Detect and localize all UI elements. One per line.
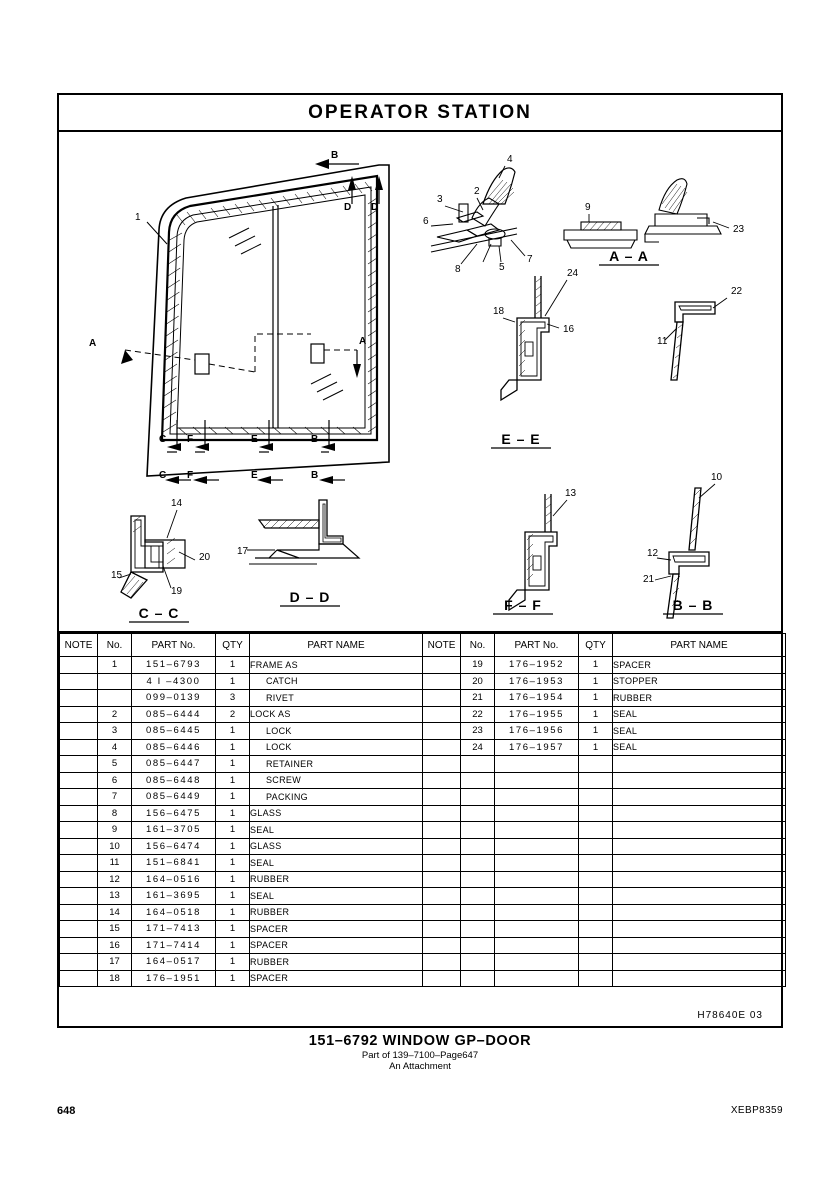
- sheet-title: OPERATOR STATION: [308, 101, 532, 123]
- cell-qty: [579, 772, 613, 789]
- cell-qty: 1: [216, 756, 250, 773]
- callout-2: 2: [474, 186, 480, 197]
- cell-note: [60, 706, 98, 723]
- cell-part-number[interactable]: [495, 921, 579, 938]
- cut-marker-c-bottom: C: [159, 470, 167, 481]
- callout-8: 8: [455, 264, 461, 275]
- cell-part-number[interactable]: [495, 970, 579, 987]
- cell-no: 15: [98, 921, 132, 938]
- cell-part-number[interactable]: 171–7414: [132, 937, 216, 954]
- cell-part-number[interactable]: 176–1951: [132, 970, 216, 987]
- cell-qty: 1: [216, 805, 250, 822]
- table-header-row: [60, 634, 786, 657]
- cell-note: [423, 855, 461, 872]
- cell-note: [423, 937, 461, 954]
- cell-part-name: [613, 772, 786, 789]
- cell-note: [60, 904, 98, 921]
- cut-marker-c-top: C: [159, 434, 167, 445]
- cell-part-number[interactable]: [495, 822, 579, 839]
- cell-no: 2: [98, 706, 132, 723]
- table-row: [60, 756, 786, 773]
- cell-qty: [579, 921, 613, 938]
- cell-part-number[interactable]: 151–6841: [132, 855, 216, 872]
- callout-18: 18: [493, 306, 505, 317]
- cell-no: 18: [98, 970, 132, 987]
- cell-part-number[interactable]: 176–1957: [495, 739, 579, 756]
- cell-note: [60, 756, 98, 773]
- drawing-frame: [57, 93, 783, 1028]
- cell-part-name: RUBBER: [613, 690, 786, 707]
- cut-marker-a-left: A: [89, 338, 97, 349]
- cell-part-number[interactable]: 176–1952: [495, 657, 579, 674]
- cell-part-name: SCREW: [250, 772, 423, 789]
- callout-22: 22: [731, 286, 743, 297]
- table-row: [60, 970, 786, 987]
- cell-note: [423, 706, 461, 723]
- cell-note: [60, 723, 98, 740]
- cut-marker-d-top1: D: [344, 202, 352, 213]
- cell-note: [60, 822, 98, 839]
- callout-7: 7: [527, 254, 533, 265]
- cell-no: 11: [98, 855, 132, 872]
- cell-part-number[interactable]: 156–6475: [132, 805, 216, 822]
- cell-no: [461, 822, 495, 839]
- cell-qty: 1: [216, 937, 250, 954]
- cell-qty: [579, 822, 613, 839]
- cell-part-name: STOPPER: [613, 673, 786, 690]
- cut-marker-f-top: F: [187, 434, 194, 445]
- cell-qty: 1: [216, 888, 250, 905]
- th-note-right: NOTE: [423, 634, 461, 657]
- table-row: [60, 772, 786, 789]
- cell-part-name: [613, 756, 786, 773]
- cell-part-name: [613, 805, 786, 822]
- cell-part-name: RIVET: [250, 690, 423, 707]
- table-row: [60, 805, 786, 822]
- cell-no: 8: [98, 805, 132, 822]
- cell-part-number[interactable]: [495, 805, 579, 822]
- table-row: [60, 690, 786, 707]
- table-row: [60, 706, 786, 723]
- cell-part-name: SPACER: [613, 657, 786, 674]
- cell-note: [423, 921, 461, 938]
- cell-note: [423, 739, 461, 756]
- cell-qty: 1: [216, 789, 250, 806]
- cut-marker-a-right: A: [359, 336, 367, 347]
- callout-10: 10: [711, 472, 723, 483]
- section-label-bb: B – B: [672, 597, 714, 613]
- cell-part-number[interactable]: 151–6793: [132, 657, 216, 674]
- cell-no: 6: [98, 772, 132, 789]
- cell-part-name: [613, 904, 786, 921]
- parts-table: [59, 633, 786, 987]
- callout-24: 24: [567, 268, 579, 279]
- callout-14: 14: [171, 498, 183, 509]
- cell-no: 14: [98, 904, 132, 921]
- cell-note: [423, 838, 461, 855]
- cell-part-number[interactable]: 176–1953: [495, 673, 579, 690]
- callout-3: 3: [437, 194, 443, 205]
- cut-marker-d-top2: D: [371, 202, 379, 213]
- th-no-left: No.: [98, 634, 132, 657]
- section-label-cc: C – C: [138, 605, 180, 621]
- callout-16: 16: [563, 324, 575, 335]
- cell-no: [461, 904, 495, 921]
- th-no-right: No.: [461, 634, 495, 657]
- table-row: [60, 855, 786, 872]
- cell-note: [60, 921, 98, 938]
- cell-part-name: PACKING: [250, 789, 423, 806]
- table-row: [60, 822, 786, 839]
- cell-no: [461, 805, 495, 822]
- cell-part-name: [613, 921, 786, 938]
- cell-part-name: [613, 970, 786, 987]
- cell-note: [60, 855, 98, 872]
- cell-no: 20: [461, 673, 495, 690]
- table-row: [60, 904, 786, 921]
- cut-marker-f-bottom: F: [187, 470, 194, 481]
- table-row: [60, 673, 786, 690]
- cell-no: [461, 970, 495, 987]
- cell-part-number[interactable]: [495, 904, 579, 921]
- table-row: [60, 888, 786, 905]
- cell-part-name: GLASS: [250, 805, 423, 822]
- cell-qty: [579, 756, 613, 773]
- callout-19: 19: [171, 586, 183, 597]
- cell-part-number[interactable]: 164–0516: [132, 871, 216, 888]
- cell-no: [461, 789, 495, 806]
- cell-part-number[interactable]: 176–1954: [495, 690, 579, 707]
- document-id: XEBP8359: [730, 1105, 783, 1116]
- cell-part-name: RUBBER: [250, 954, 423, 971]
- cell-qty: [579, 970, 613, 987]
- callout-4: 4: [507, 154, 513, 165]
- cell-part-name: SEAL: [613, 723, 786, 740]
- cell-note: [423, 673, 461, 690]
- cell-no: 24: [461, 739, 495, 756]
- cell-note: [60, 871, 98, 888]
- th-qty-left: QTY: [216, 634, 250, 657]
- cut-marker-e-top: E: [251, 434, 258, 445]
- table-row: [60, 838, 786, 855]
- th-partno-left: PART No.: [132, 634, 216, 657]
- cell-part-number[interactable]: 085–6446: [132, 739, 216, 756]
- table-row: [60, 657, 786, 674]
- section-label-ff: F – F: [504, 597, 542, 613]
- callout-6: 6: [423, 216, 429, 227]
- cell-no: [98, 690, 132, 707]
- table-row: [60, 871, 786, 888]
- cell-no: [461, 937, 495, 954]
- cell-qty: [579, 937, 613, 954]
- cell-no: 23: [461, 723, 495, 740]
- cell-part-name: SPACER: [250, 937, 423, 954]
- cell-no: 21: [461, 690, 495, 707]
- cell-no: 1: [98, 657, 132, 674]
- caption-subtitle: Part of 139–7100–Page647: [361, 1050, 479, 1061]
- exploded-view-drawing: [59, 132, 781, 631]
- cell-qty: 1: [579, 739, 613, 756]
- cell-part-number[interactable]: 099–0139: [132, 690, 216, 707]
- cell-qty: 1: [216, 657, 250, 674]
- cell-qty: [579, 805, 613, 822]
- cut-marker-b-top: B: [331, 150, 339, 161]
- callout-11: 11: [657, 336, 668, 347]
- callout-1: 1: [135, 212, 141, 223]
- cell-note: [423, 657, 461, 674]
- table-row: [60, 739, 786, 756]
- section-label-ee: E – E: [501, 431, 541, 447]
- cell-part-number[interactable]: 085–6444: [132, 706, 216, 723]
- cell-no: 3: [98, 723, 132, 740]
- cell-qty: 1: [216, 822, 250, 839]
- cell-note: [423, 723, 461, 740]
- cell-qty: 1: [216, 723, 250, 740]
- th-note-left: NOTE: [60, 634, 98, 657]
- cell-no: 9: [98, 822, 132, 839]
- cell-part-name: RUBBER: [250, 871, 423, 888]
- cell-note: [60, 838, 98, 855]
- cell-part-name: [613, 789, 786, 806]
- cell-note: [423, 888, 461, 905]
- cell-note: [423, 805, 461, 822]
- cell-qty: [579, 871, 613, 888]
- table-row: [60, 921, 786, 938]
- th-partname-right: PART NAME: [613, 634, 786, 657]
- cell-no: [461, 855, 495, 872]
- cell-note: [423, 904, 461, 921]
- cell-part-name: SPACER: [250, 921, 423, 938]
- callout-23: 23: [733, 224, 745, 235]
- cell-note: [60, 888, 98, 905]
- cell-qty: [579, 855, 613, 872]
- cell-part-name: FRAME AS: [250, 657, 423, 674]
- cell-part-number[interactable]: [495, 954, 579, 971]
- cell-no: [98, 673, 132, 690]
- section-label-dd: D – D: [289, 589, 331, 605]
- cell-part-name: LOCK AS: [250, 706, 423, 723]
- cell-note: [60, 789, 98, 806]
- caption-note: An Attachment: [389, 1061, 451, 1072]
- illustration-area: [59, 132, 781, 633]
- cell-qty: 1: [579, 706, 613, 723]
- cell-qty: 2: [216, 706, 250, 723]
- cell-part-number[interactable]: 176–1955: [495, 706, 579, 723]
- cell-note: [60, 772, 98, 789]
- cell-note: [423, 954, 461, 971]
- cell-part-number[interactable]: 085–6448: [132, 772, 216, 789]
- cell-no: 5: [98, 756, 132, 773]
- cell-part-number[interactable]: 085–6447: [132, 756, 216, 773]
- cell-part-number[interactable]: 171–7413: [132, 921, 216, 938]
- callout-12: 12: [647, 548, 659, 559]
- cell-qty: 1: [216, 904, 250, 921]
- cell-note: [423, 871, 461, 888]
- cell-part-name: SEAL: [613, 706, 786, 723]
- cell-part-name: RUBBER: [250, 904, 423, 921]
- cell-no: 7: [98, 789, 132, 806]
- cell-part-name: SPACER: [250, 970, 423, 987]
- th-partname-left: PART NAME: [250, 634, 423, 657]
- cell-qty: 1: [216, 954, 250, 971]
- cell-part-name: [613, 937, 786, 954]
- cell-note: [423, 970, 461, 987]
- cell-note: [423, 822, 461, 839]
- cell-qty: [579, 789, 613, 806]
- cell-note: [60, 937, 98, 954]
- cell-qty: 1: [216, 838, 250, 855]
- cell-part-number[interactable]: 164–0518: [132, 904, 216, 921]
- cell-qty: 1: [216, 970, 250, 987]
- cell-no: 12: [98, 871, 132, 888]
- cell-note: [60, 657, 98, 674]
- cell-part-name: [613, 871, 786, 888]
- cell-qty: 3: [216, 690, 250, 707]
- cell-qty: [579, 838, 613, 855]
- cell-part-name: SEAL: [250, 855, 423, 872]
- cell-note: [423, 789, 461, 806]
- cell-part-number[interactable]: 161–3695: [132, 888, 216, 905]
- cell-no: [461, 888, 495, 905]
- table-row: [60, 723, 786, 740]
- cell-qty: 1: [579, 657, 613, 674]
- callout-15: 15: [111, 570, 123, 581]
- cell-no: 10: [98, 838, 132, 855]
- cell-qty: 1: [216, 871, 250, 888]
- cell-part-name: [613, 822, 786, 839]
- cell-qty: 1: [216, 772, 250, 789]
- cell-no: [461, 954, 495, 971]
- cell-note: [423, 690, 461, 707]
- cell-part-number[interactable]: [495, 937, 579, 954]
- table-row: [60, 789, 786, 806]
- cell-qty: 1: [216, 855, 250, 872]
- cell-part-name: LOCK: [250, 739, 423, 756]
- cell-note: [423, 772, 461, 789]
- page-number: 648: [57, 1105, 76, 1117]
- cell-no: [461, 772, 495, 789]
- sheet-title-band: [59, 95, 781, 132]
- cell-part-number[interactable]: [495, 756, 579, 773]
- cell-part-number[interactable]: 176–1956: [495, 723, 579, 740]
- cell-note: [60, 739, 98, 756]
- cell-part-name: [613, 888, 786, 905]
- form-code: H78640E 03: [697, 1010, 763, 1021]
- cell-part-name: LOCK: [250, 723, 423, 740]
- cell-qty: 1: [579, 673, 613, 690]
- cell-qty: 1: [216, 739, 250, 756]
- figure-caption: [0, 1033, 840, 1072]
- cell-part-name: CATCH: [250, 673, 423, 690]
- cell-part-name: SEAL: [250, 888, 423, 905]
- callout-5: 5: [499, 262, 505, 273]
- cell-qty: [579, 888, 613, 905]
- cell-part-number[interactable]: 164–0517: [132, 954, 216, 971]
- cell-part-name: [613, 954, 786, 971]
- section-label-aa: A – A: [609, 248, 649, 264]
- cell-no: 16: [98, 937, 132, 954]
- callout-13: 13: [565, 488, 577, 499]
- cell-part-number[interactable]: [495, 772, 579, 789]
- cell-part-name: RETAINER: [250, 756, 423, 773]
- cell-note: [60, 954, 98, 971]
- cell-note: [423, 756, 461, 773]
- cell-part-name: SEAL: [250, 822, 423, 839]
- cell-note: [60, 805, 98, 822]
- cut-marker-b-bottom2: B: [311, 470, 319, 481]
- cell-qty: 1: [216, 673, 250, 690]
- cell-part-name: [613, 838, 786, 855]
- cell-part-number[interactable]: [495, 789, 579, 806]
- caption-title: 151–6792 WINDOW GP–DOOR: [308, 1033, 532, 1049]
- th-partno-right: PART No.: [495, 634, 579, 657]
- table-row: [60, 937, 786, 954]
- callout-9: 9: [585, 202, 591, 213]
- cell-qty: [579, 904, 613, 921]
- cell-no: [461, 921, 495, 938]
- cell-no: 13: [98, 888, 132, 905]
- cut-marker-e-bottom: E: [251, 470, 258, 481]
- cell-no: 22: [461, 706, 495, 723]
- cell-qty: 1: [579, 723, 613, 740]
- cell-part-number[interactable]: [495, 871, 579, 888]
- cell-part-number[interactable]: 161–3705: [132, 822, 216, 839]
- cell-no: [461, 756, 495, 773]
- th-qty-right: QTY: [579, 634, 613, 657]
- cell-part-name: [613, 855, 786, 872]
- cell-part-number[interactable]: 085–6449: [132, 789, 216, 806]
- callout-17: 17: [237, 546, 249, 557]
- cell-part-number[interactable]: [495, 855, 579, 872]
- cell-part-number[interactable]: 156–6474: [132, 838, 216, 855]
- cell-part-name: GLASS: [250, 838, 423, 855]
- cell-qty: [579, 954, 613, 971]
- cell-part-number[interactable]: [495, 888, 579, 905]
- callout-20: 20: [199, 552, 211, 563]
- cut-marker-b-bottom: B: [311, 434, 319, 445]
- cell-no: [461, 838, 495, 855]
- cell-note: [60, 970, 98, 987]
- cell-part-number[interactable]: 4 I –4300: [132, 673, 216, 690]
- cell-part-name: SEAL: [613, 739, 786, 756]
- cell-no: [461, 871, 495, 888]
- cell-no: 4: [98, 739, 132, 756]
- cell-qty: 1: [579, 690, 613, 707]
- cell-qty: 1: [216, 921, 250, 938]
- cell-part-number[interactable]: 085–6445: [132, 723, 216, 740]
- cell-note: [60, 673, 98, 690]
- cell-note: [60, 690, 98, 707]
- cell-no: 17: [98, 954, 132, 971]
- callout-21: 21: [643, 574, 655, 585]
- table-row: [60, 954, 786, 971]
- cell-part-number[interactable]: [495, 838, 579, 855]
- parts-table-area: [59, 633, 781, 1030]
- cell-no: 19: [461, 657, 495, 674]
